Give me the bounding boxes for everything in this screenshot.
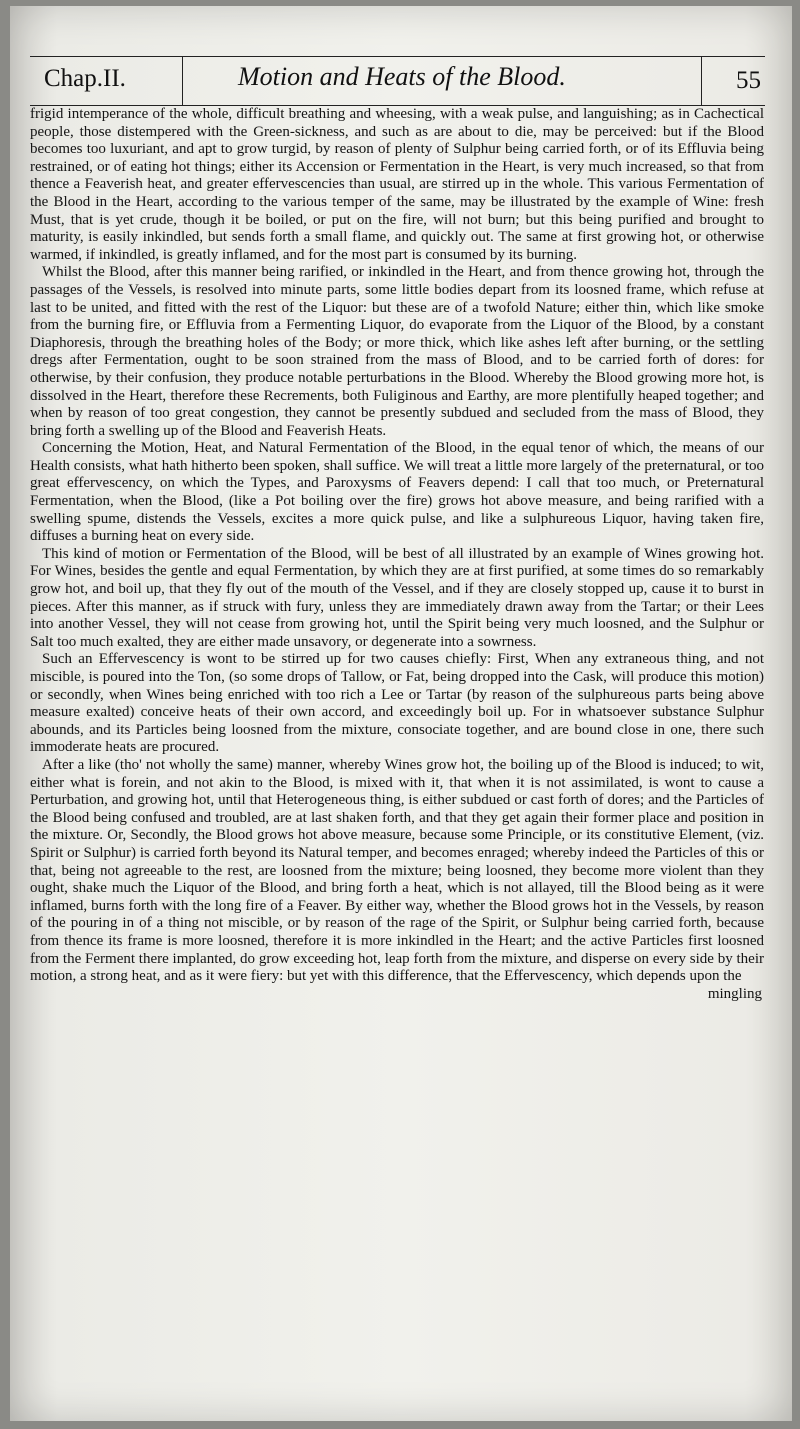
paragraph-4: This kind of motion or Fermentation of the Blood, will be best of all illustrated by an example of Wines growing hot. For Wines, besides the gentle and equal Fermentation, by which they are at first purified, at some times do so remarkably grow hot, and boil up, that they fly out of the mouth of the Vessel, and if they are closely stopped up, cause it to burst in pieces. After this manner, as if struck with fury, unless they are immediately drawn away from the Tartar; or their Lees into another Vessel, they will not cease from growing hot, until the Spirit being very much loosned, and the Sulphur or Salt too much exalted, they are either made unsavory, or degenerate into a sowrness. [30, 545, 764, 650]
header-divider-left [182, 57, 183, 105]
paragraph-3: Concerning the Motion, Heat, and Natural Fermentation of the Blood, in the equal tenor of which, the means of our Health consists, what hath hitherto been spoken, shall suffice. We will treat a little more largely of the preternatural, or too great effervescency, on which the Types, and Paroxysms of Feavers depend: I call that too much, or Preternatural Fermentation, when the Blood, (like a Pot boiling over the fire) grows hot above measure, and being rarified with a swelling spume, distends the Vessels, excites a more quick pulse, and like a sulphureous Liquor, having taken fire, diffuses a burning heat on every side. [30, 440, 764, 545]
body-text [30, 106, 764, 1003]
running-title: Motion and Heats of the Blood. [238, 62, 566, 91]
book-page [10, 6, 792, 1421]
running-header [30, 56, 765, 106]
paragraph-5: Such an Effervescency is wont to be stirred up for two causes chiefly: First, When any extraneous thing, and not miscible, is poured into the Ton, (so some drops of Tallow, or Fat, being dropped into the Cask, will produce this motion) or secondly, when Wines being enriched with too rich a Lee or Tartar (by reason of the sulphureous parts being above measure exalted) conceive heats of their own accord, and exceedingly boil up. For in whatsoever substance Sulphur abounds, and its Particles being loosned from the mixture, consociate together, and are bound close in one, there such immoderate heats are procured. [30, 651, 764, 756]
paragraph-6: After a like (tho' not wholly the same) manner, whereby Wines grow hot, the boiling up of the Blood is induced; to wit, either what is forein, and not akin to the Blood, is mixed with it, that when it is not assimilated, is wont to cause a Perturbation, and growing hot, until that Heterogeneous thing, is either subdued or cast forth of dores; and the Particles of the Blood being confused and troubled, are at last shaken forth, and that they get again their former place and position in the mixture. Or, Secondly, the Blood grows hot above measure, because some Principle, or its constitutive Element, (viz. Spirit or Sulphur) is carried forth beyond its Natural temper, and becomes enraged; whereby indeed the Particles of this or that, being not agreeable to the rest, are loosned from the mixture; being loosned, they become more violent than they ought, shake much the Liquor of the Blood, and bring forth a heat, which is not allayed, till the Blood being as it were inflamed, burns forth with the long fire of a Feaver. By either way, whether the Blood grows hot in the Vessels, by reason of the pouring in of a thing not miscible, or by reason of the rage of the Spirit, or Sulphur being carried forth, because from thence its frame is more loosned, therefore it is more inkindled in the Heart; and the active Particles first loosned from the Ferment there implanted, do grow exceeding hot, leap forth from the mixture, and disperse on every side by their motion, a strong heat, and as it were fiery: but yet with this difference, that the Effervescency, which depends upon the [30, 756, 764, 985]
catchword: mingling [707, 985, 762, 1002]
paragraph-2: Whilst the Blood, after this manner being rarified, or inkindled in the Heart, and from thence growing hot, through the passages of the Vessels, is resolved into minute parts, some little bodies depart from its loosned frame, which refuse at last to be united, and fitted with the rest of the Liquor: but these are of a twofold Nature; either thin, which like smoke from the burning fire, or Effluvia from a Fermenting Liquor, do evaporate from the Liquor of the Blood, by a constant Diaphoresis, through the breathing holes of the Body; or more thick, which like ashes left after burning, or the settling dregs after Fermentation, ought to be soon strained from the mass of Blood, and to be carried forth of dores: for otherwise, by their confusion, they produce notable perturbations in the Blood. Whereby the Blood growing more hot, is dissolved in the Heart, therefore these Recrements, both Fuliginous and Earthy, are more plentifully heaped together; and when by reason of too great congestion, they cannot be presently subdued and secluded from the mass of Blood, they bring forth a swelling up of the Blood and Feaverish Heats. [30, 264, 764, 439]
paragraph-1: frigid intemperance of the whole, difficult breathing and wheesing, with a weak pulse, and languishing; as in Cachectical people, those distempered with the Green-sickness, and such as are about to die, may be perceived: but if the Blood becomes too luxuriant, and apt to grow turgid, by reason of plenty of Sulphur being carried forth, or of its Effluvia being restrained, or of eating hot things; either its Accension or Fermentation in the Heart, is very much increased, so that from thence a Feaverish heat, and greater effervescencies than usual, are stirred up in the whole. This various Fermentation of the Blood in the Heart, according to the various temper of the same, may be illustrated by the example of Wine: fresh Must, that is yet crude, though it be boiled, or put on the fire, will not burn; but this being purified and brought to maturity, is easily inkindled, but sends forth a small flame, and quickly out. The same at first growing hot, or otherwise warmed, if inkindled, is greatly inflamed, and for the most part is consumed by its burning. [30, 106, 764, 263]
header-divider-right [701, 57, 702, 105]
page-number: 55 [736, 67, 761, 94]
chapter-label: Chap.II. [44, 65, 126, 92]
